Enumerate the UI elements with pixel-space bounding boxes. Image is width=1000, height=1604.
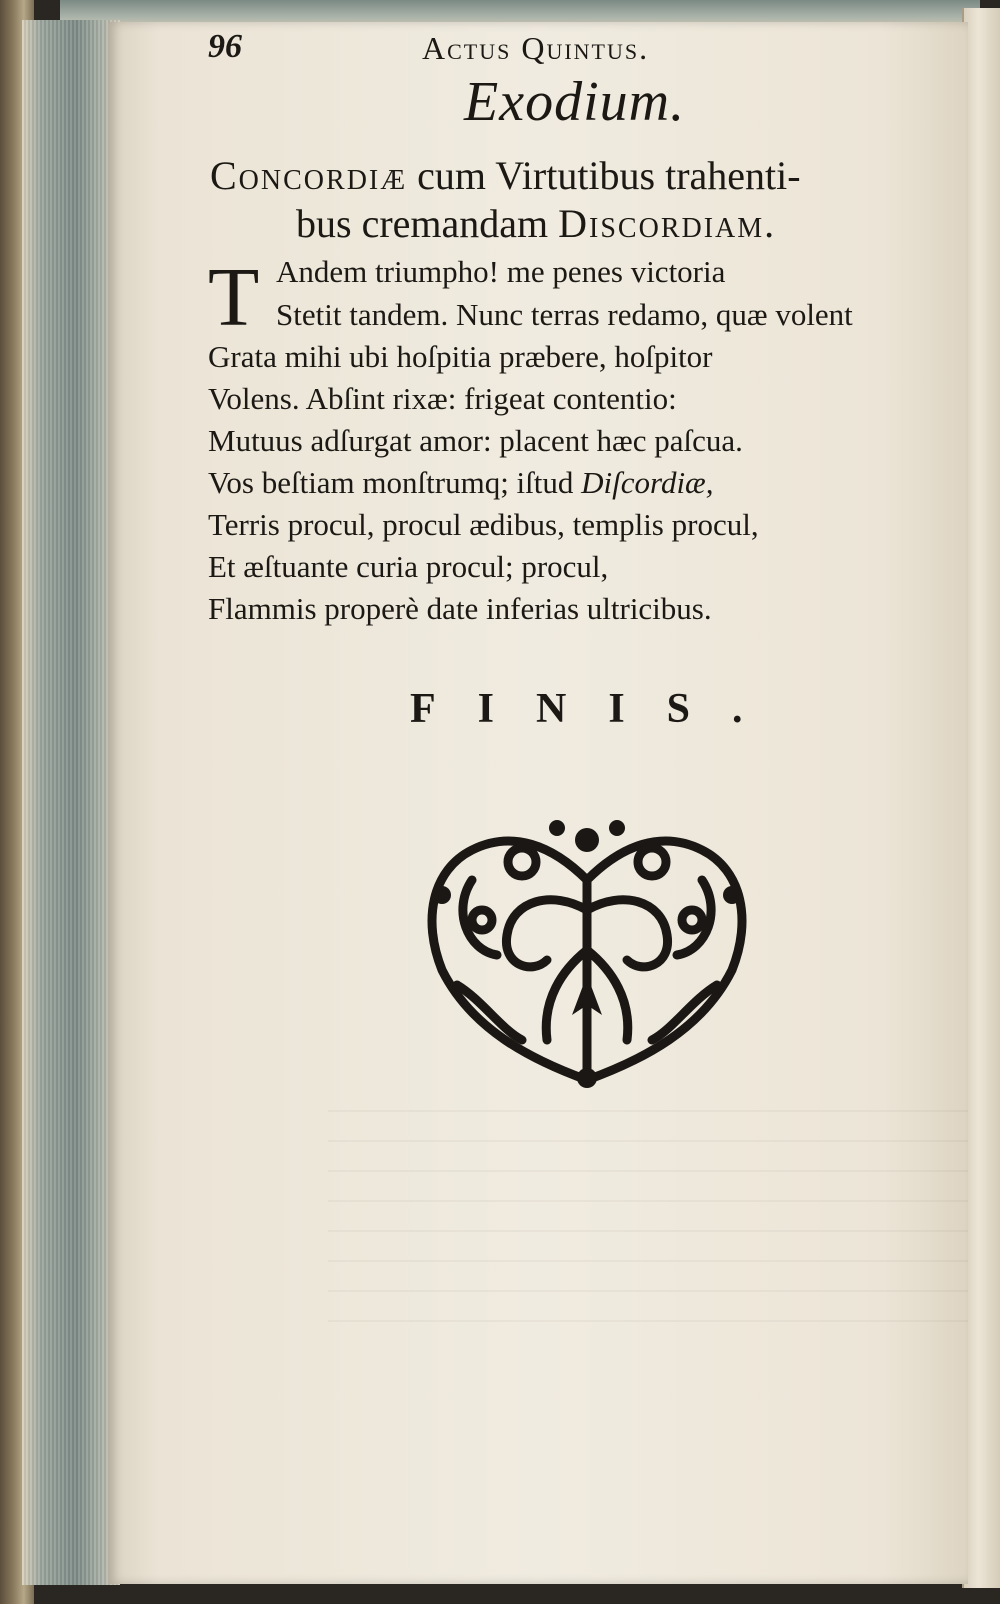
page-header [208,28,768,74]
verse-text: Vos beſtiam monſtrumq; iſtud [208,465,574,500]
drop-cap: T [208,251,260,344]
verse-line: Terris procul, procul ædibus, templis procul, [208,507,759,542]
verse-italic-word: Diſcordiæ, [581,465,714,500]
verse-line: Mutuus adſurgat amor: placent hæc paſcua. [208,423,743,458]
verse-line: Grata mihi ubi hoſpitia præbere, hoſpitor [208,339,713,374]
finis-heading: FINIS. [410,686,785,732]
show-through [328,1082,968,1342]
rubric-text-2: bus cremandam [296,201,559,246]
scene-title: Exodium. [464,71,686,133]
fleuron-ornament-icon [412,800,762,1090]
running-head: Actus Quintus. [422,30,650,66]
rubric-text-1: cum Virtutibus trahenti- [407,153,801,198]
rubric-line-1 [210,152,801,199]
verse-line [208,465,713,501]
rubric-object: Discordiam. [558,201,777,246]
verse-line: Flammis properè date inferias ultricibus. [208,591,712,626]
rubric-line-2 [296,200,776,247]
page-block-side-edge [22,20,120,1585]
verse-line: Et æſtuante curia procul; procul, [208,549,609,584]
page-number: 96 [208,28,242,65]
verse-line: Stetit tandem. Nunc terras redamo, quæ volent [276,297,853,332]
rubric-speaker: Concordiæ [210,153,408,198]
verse-line: Andem triumpho! me penes victoria [276,254,726,289]
verse-line: Volens. Abſint rixæ: frigeat contentio: [208,381,677,416]
